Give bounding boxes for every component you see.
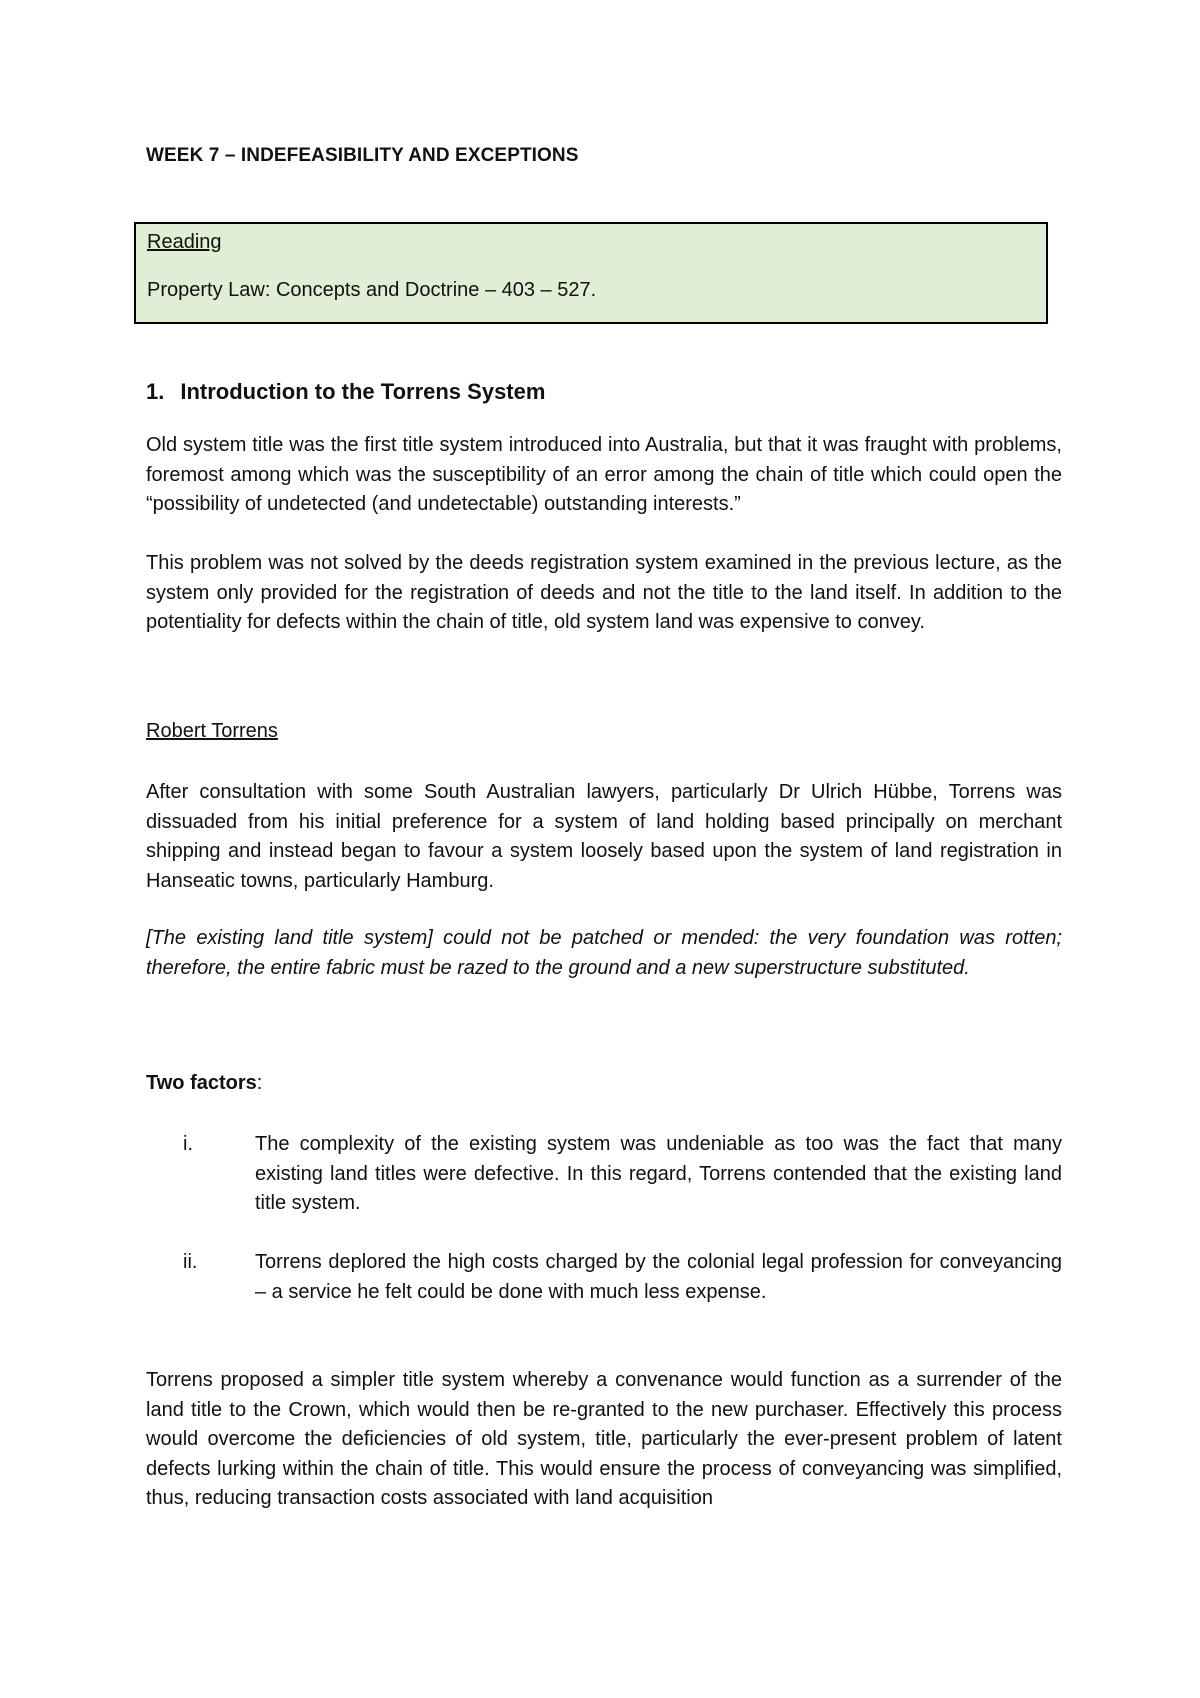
list-item-text: Torrens deplored the high costs charged by the colonial legal profession for conveyancing – a service he felt could be done with much less expense.	[255, 1251, 1062, 1303]
factors-label	[146, 1072, 262, 1095]
reading-heading: Reading	[147, 231, 222, 253]
paragraph-old-system: Old system title was the first title system introduced into Australia, but that it was fraught with problems, foremost among which was the susceptibility of an error among the chain of title which could open the “possibility of undetected (and undetectable) outstanding interests.”	[146, 434, 1062, 515]
subheading-robert-torrens: Robert Torrens	[146, 720, 278, 742]
factors-label-colon: :	[256, 1072, 263, 1094]
paragraph-closing: Torrens proposed a simpler title system whereby a convenance would function as a surrender of the land title to the Crown, which would then be re-granted to the new purchaser. Effectively this process would overcome the deficiencies of old system, title, particularly the ever-present problem of latent defects lurking within the chain of title. This would ensure the process of conveyancing was simplified, thus, reducing transaction costs associated with land acquisition	[146, 1369, 1062, 1509]
list-item	[146, 1130, 1062, 1219]
section-heading	[146, 379, 545, 405]
list-marker: i.	[183, 1133, 193, 1155]
document-title: WEEK 7 – INDEFEASIBILITY AND EXCEPTIONS	[146, 145, 579, 166]
paragraph-deeds-registration: This problem was not solved by the deeds registration system examined in the previous lecture, as the system only provided for the registration of deeds and not the title to the land itself. In addition to the potentiality for defects within the chain of title, old system land was expensive to convey.	[146, 552, 1062, 633]
quote-paragraph: [The existing land title system] could not be patched or mended: the very foundation was rotten; therefore, the entire fabric must be razed to the ground and a new superstructure substituted.	[146, 927, 1062, 979]
paragraph-consultation: After consultation with some South Australian lawyers, particularly Dr Ulrich Hübbe, Torrens was dissuaded from his initial preference for a system of land holding based principally on merchant shipping and instead began to favour a system loosely based upon the system of land registration in Hanseatic towns, particularly Hamburg.	[146, 781, 1062, 892]
list-marker: ii.	[183, 1251, 198, 1273]
section-title: Introduction to the Torrens System	[180, 379, 546, 404]
list-item	[146, 1248, 1062, 1307]
factors-label-text: Two factors	[146, 1072, 257, 1094]
reading-box	[134, 222, 1048, 324]
section-number: 1.	[146, 379, 165, 404]
list-item-text: The complexity of the existing system was undeniable as too was the fact that many existing land titles were defective. In this regard, Torrens contended that the existing land title system.	[255, 1133, 1062, 1214]
reading-reference: Property Law: Concepts and Doctrine – 403 – 527.	[147, 279, 597, 301]
